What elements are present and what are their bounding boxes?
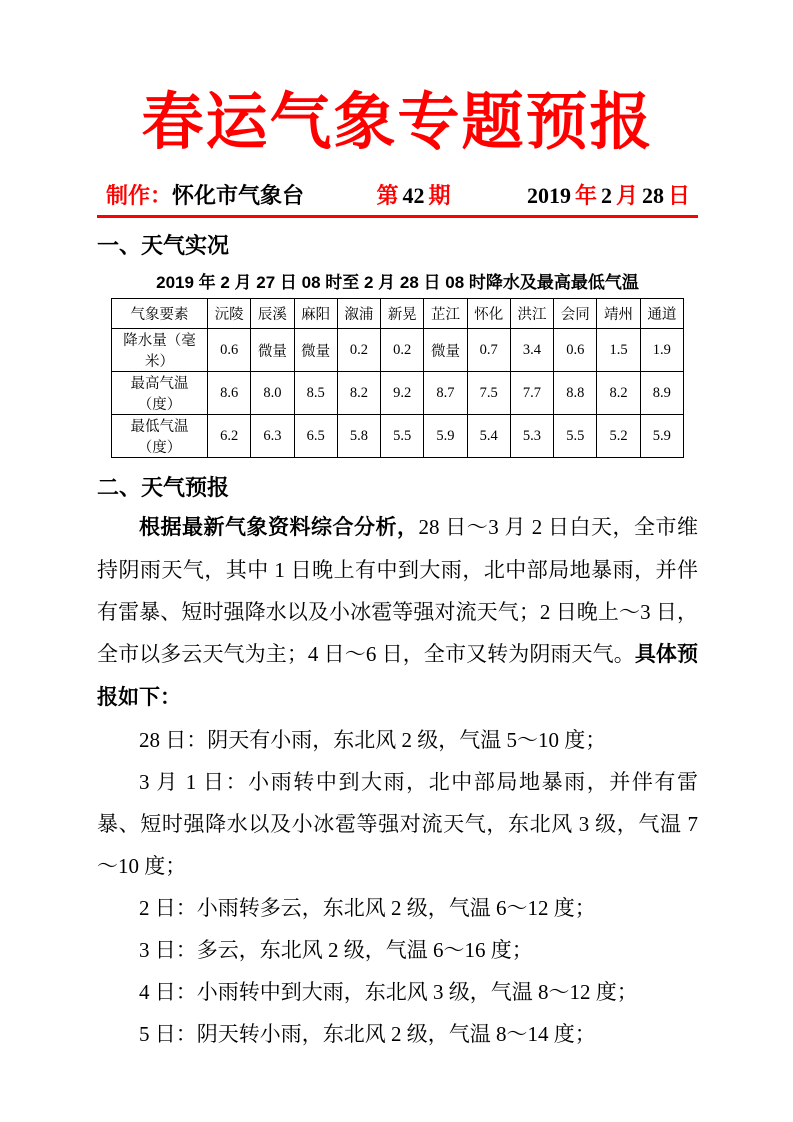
- column-header: 麻阳: [294, 299, 337, 329]
- column-header: 会同: [554, 299, 597, 329]
- table-cell: 0.7: [467, 329, 510, 372]
- column-header: 溆浦: [337, 299, 380, 329]
- table-cell: 5.9: [640, 415, 683, 458]
- forecast-day-2: 2 日：小雨转多云，东北风 2 级，气温 6～12 度；: [139, 895, 596, 920]
- row-label: 最高气温（度）: [112, 372, 208, 415]
- masthead-divider: [97, 215, 698, 218]
- forecast-intro-body: 28 日～3 月 2 日白天，全市维持阴雨天气，其中 1 日晚上有中到大雨，北中部局地暴雨，并伴有雷暴、短时强降水以及小冰雹等强对流天气；2 日晚上～3 日，全市以多云天气为主；4 日～6 日，全市又转为阴雨天气。: [97, 514, 698, 666]
- forecast-day-4: 4 日：小雨转中到大雨，东北风 3 级，气温 8～12 度；: [139, 979, 638, 1004]
- date-day: 28: [641, 183, 664, 209]
- issue-date: [523, 179, 690, 210]
- table-cell: 5.5: [554, 415, 597, 458]
- date-month: 2: [600, 183, 612, 209]
- table-cell: 9.2: [381, 372, 424, 415]
- table-cell: 8.5: [294, 372, 337, 415]
- table-row-max-temp: [112, 372, 684, 415]
- table-cell: 6.3: [251, 415, 294, 458]
- table-cell: 0.6: [554, 329, 597, 372]
- forecast-intro-paragraph: [97, 506, 698, 719]
- issue-number-group: [376, 179, 450, 210]
- table-cell: 微量: [424, 329, 467, 372]
- table-cell: 1.9: [640, 329, 683, 372]
- table-cell: 8.8: [554, 372, 597, 415]
- column-header: 芷江: [424, 299, 467, 329]
- section-heading-weather-actual: 一、天气实况: [97, 233, 230, 259]
- weather-table: [111, 298, 684, 458]
- table-cell: 7.7: [510, 372, 553, 415]
- table-cell: 8.7: [424, 372, 467, 415]
- table-cell: 0.6: [208, 329, 251, 372]
- row-label: 降水量（毫米）: [112, 329, 208, 372]
- table-cell: 8.2: [597, 372, 640, 415]
- table-cell: 微量: [251, 329, 294, 372]
- table-row-min-temp: [112, 415, 684, 458]
- column-header: 靖州: [597, 299, 640, 329]
- table-cell: 8.0: [251, 372, 294, 415]
- table-cell: 5.9: [424, 415, 467, 458]
- issue-prefix: 第: [376, 183, 399, 209]
- day-unit: 日: [667, 183, 690, 209]
- table-cell: 5.4: [467, 415, 510, 458]
- forecast-day-28: 28 日：阴天有小雨，东北风 2 级，气温 5～10 度；: [139, 727, 607, 752]
- column-header: 怀化: [467, 299, 510, 329]
- table-cell: 8.9: [640, 372, 683, 415]
- issue-suffix: 期: [428, 183, 451, 209]
- year-unit: 年: [574, 183, 597, 209]
- column-header: 新晃: [381, 299, 424, 329]
- column-header: 洪江: [510, 299, 553, 329]
- table-cell: 5.2: [597, 415, 640, 458]
- forecast-day-3: 3 日：多云，东北风 2 级，气温 6～16 度；: [139, 937, 533, 962]
- column-header: 通道: [640, 299, 683, 329]
- table-cell: 3.4: [510, 329, 553, 372]
- producer: [106, 179, 304, 210]
- producer-label: 制作：: [106, 183, 173, 209]
- forecast-intro-tail: 具体预报如下：: [97, 642, 699, 709]
- section-heading-forecast: 二、天气预报: [97, 475, 230, 501]
- table-header-row: [112, 299, 684, 329]
- month-unit: 月: [615, 183, 638, 209]
- masthead: [97, 179, 698, 210]
- table-cell: 8.6: [208, 372, 251, 415]
- table-cell: 0.2: [337, 329, 380, 372]
- column-header: 辰溪: [251, 299, 294, 329]
- date-year: 2019: [526, 183, 571, 209]
- table-cell: 0.2: [381, 329, 424, 372]
- weather-table-title: 2019 年 2 月 27 日 08 时至 2 月 28 日 08 时降水及最高最低气温: [156, 273, 639, 293]
- forecast-day-5: 5 日：阴天转小雨，东北风 2 级，气温 8～14 度；: [139, 1021, 596, 1046]
- forecast-intro-lead: 根据最新气象资料综合分析，: [139, 515, 419, 539]
- table-cell: 6.2: [208, 415, 251, 458]
- table-cell: 8.2: [337, 372, 380, 415]
- table-cell: 7.5: [467, 372, 510, 415]
- table-cell: 微量: [294, 329, 337, 372]
- producer-name: 怀化市气象台: [172, 183, 305, 209]
- table-row-precipitation: [112, 329, 684, 372]
- table-cell: 1.5: [597, 329, 640, 372]
- issue-number: 42: [402, 183, 425, 209]
- table-cell: 5.3: [510, 415, 553, 458]
- row-label: 最低气温（度）: [112, 415, 208, 458]
- document-content: [0, 84, 793, 1055]
- column-header: 气象要素: [112, 299, 208, 329]
- document-title: 春运气象专题预报: [141, 89, 654, 157]
- column-header: 沅陵: [208, 299, 251, 329]
- forecast-day-mar1: 3 月 1 日：小雨转中到大雨，北中部局地暴雨，并伴有雷暴、短时强降水以及小冰雹等强对流天气，东北风 3 级，气温 7～10 度；: [97, 769, 698, 878]
- table-cell: 5.8: [337, 415, 380, 458]
- table-cell: 5.5: [381, 415, 424, 458]
- table-cell: 6.5: [294, 415, 337, 458]
